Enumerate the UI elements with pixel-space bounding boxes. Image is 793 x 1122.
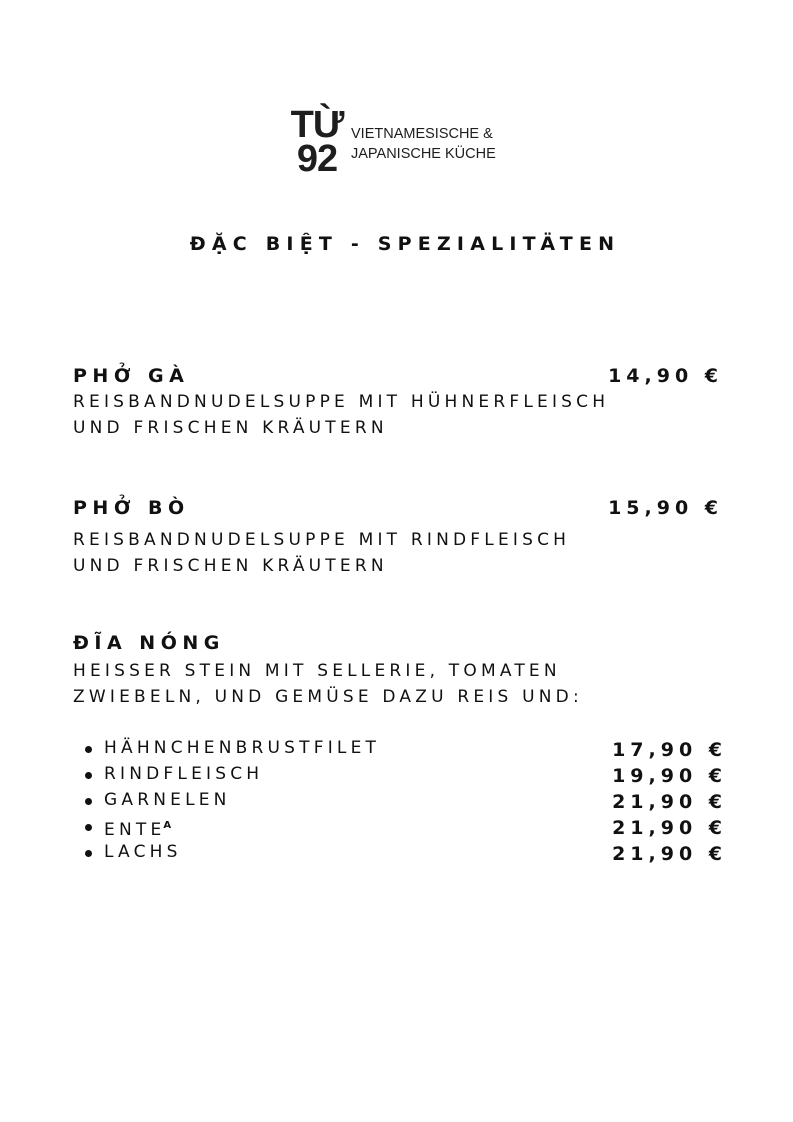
variant-list	[85, 736, 735, 866]
list-item	[85, 736, 735, 762]
logo-mark	[289, 104, 345, 180]
list-item	[85, 814, 735, 840]
logo-tagline-line2: JAPANISCHE KÜCHE	[351, 146, 496, 162]
dish-name: ĐĨA NÓNG	[73, 632, 225, 654]
variant-label: LACHS	[104, 842, 182, 862]
dish-description-line: REISBANDNUDELSUPPE MIT RINDFLEISCH	[73, 530, 571, 550]
variant-label: HÄHNCHENBRUSTFILET	[104, 738, 381, 758]
dish-description-line: REISBANDNUDELSUPPE MIT HÜHNERFLEISCH	[73, 392, 610, 412]
logo-mark-line1: TỪ	[290, 104, 344, 146]
variant-price: 21,90 €	[612, 817, 727, 839]
dish-description	[73, 527, 733, 579]
variant-label: GARNELEN	[104, 790, 231, 810]
dish-description-line: UND FRISCHEN KRÄUTERN	[73, 418, 388, 438]
variant-label: ENTE	[104, 820, 166, 840]
list-item	[85, 788, 735, 814]
bullet-icon	[85, 824, 92, 831]
dish-description	[73, 389, 733, 441]
variant-price: 21,90 €	[612, 843, 727, 865]
dish-price: 15,90 €	[608, 497, 723, 519]
variant-price: 21,90 €	[612, 791, 727, 813]
allergen-marker: A	[163, 820, 172, 831]
variant-label: RINDFLEISCH	[104, 764, 264, 784]
logo-mark-line2: 92	[296, 138, 338, 180]
dish-description-line: ZWIEBELN, UND GEMÜSE DAZU REIS UND:	[73, 687, 583, 707]
list-item	[85, 762, 735, 788]
dish-price: 14,90 €	[608, 365, 723, 387]
dish-name: PHỞ GÀ	[73, 365, 190, 387]
dish-description-line: UND FRISCHEN KRÄUTERN	[73, 556, 388, 576]
dish-description-line: HEISSER STEIN MIT SELLERIE, TOMATEN	[73, 661, 561, 681]
menu-item-pho-ga	[73, 363, 733, 441]
bullet-icon	[85, 746, 92, 753]
restaurant-logo	[289, 104, 529, 180]
logo-tagline	[351, 124, 496, 164]
bullet-icon	[85, 850, 92, 857]
bullet-icon	[85, 772, 92, 779]
dish-name: PHỞ BÒ	[73, 497, 190, 519]
variant-price: 17,90 €	[612, 739, 727, 761]
logo-tagline-line1: VIETNAMESISCHE &	[351, 126, 493, 142]
list-item	[85, 840, 735, 866]
variant-price: 19,90 €	[612, 765, 727, 787]
dish-description	[73, 658, 733, 710]
menu-item-dia-nong	[73, 630, 733, 710]
bullet-icon	[85, 798, 92, 805]
section-heading: ĐẶC BIỆT - SPEZIALITÄTEN	[189, 233, 621, 255]
menu-item-pho-bo	[73, 495, 733, 579]
